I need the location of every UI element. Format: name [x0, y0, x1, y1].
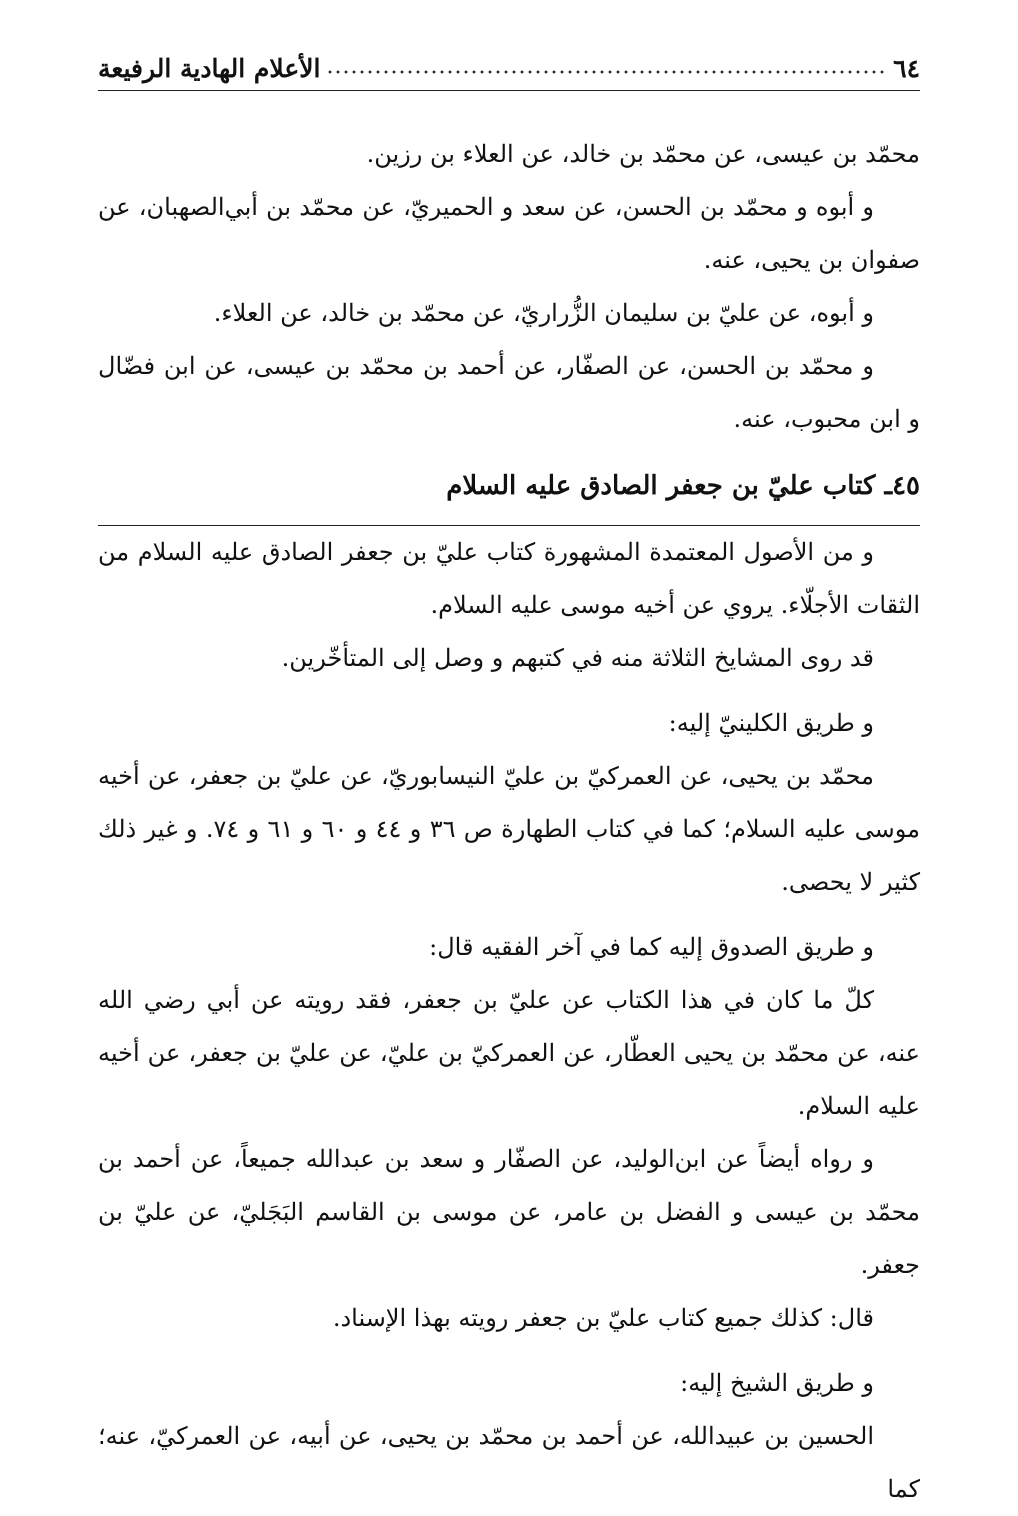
paragraph: كلّ ما كان في هذا الكتاب عن عليّ بن جعفر، فقد رويته عن أبي رضي الله عنه، عن محمّد بن يحيى العطّار، عن العمركيّ بن عليّ، عن عليّ بن جعفر، عن أخيه عليه السلام. — [98, 986, 920, 1120]
page-number: ٦٤ — [893, 53, 920, 83]
paragraph: محمّد بن يحيى، عن العمركيّ بن عليّ النيسابوريّ، عن عليّ بن جعفر، عن أخيه موسى عليه السلام؛ كما في كتاب الطهارة ص ٣٦ و ٤٤ و ٦٠ و ٦١ و ٧٤. و غير ذلك كثير لا يحصى. — [98, 762, 920, 896]
book-title: الأعلام الهادية الرفيعة — [98, 53, 321, 83]
running-header — [98, 50, 920, 86]
paragraph: و طريق الصدوق إليه كما في آخر الفقيه قال: — [429, 933, 874, 961]
paragraph: و من الأصول المعتمدة المشهورة كتاب عليّ بن جعفر الصادق عليه السلام من الثقات الأجلّاء. يروي عن أخيه موسى عليه السلام. — [98, 538, 920, 619]
header-rule — [98, 90, 920, 91]
paragraph: و أبوه، عن عليّ بن سليمان الزُّراريّ، عن محمّد بن خالد، عن العلاء. — [213, 299, 874, 327]
paragraph: و طريق الشيخ إليه: — [680, 1369, 874, 1397]
paragraph: و أبوه و محمّد بن الحسن، عن سعد و الحميريّ، عن محمّد بن أبي‌الصهبان، عن صفوان بن يحيى، عنه. — [98, 193, 920, 274]
paragraph: قال: كذلك جميع كتاب عليّ بن جعفر رويته بهذا الإسناد. — [332, 1304, 874, 1332]
paragraph: محمّد بن عيسى، عن محمّد بن خالد، عن العلاء بن رزين. — [366, 140, 920, 168]
paragraph: و طريق الكلينيّ إليه: — [668, 709, 874, 737]
dot-leader — [326, 56, 887, 80]
section-heading: ٤٥ـ كتاب عليّ بن جعفر الصادق عليه السلام — [446, 471, 920, 501]
paragraph: الحسين بن عبيدالله، عن أحمد بن محمّد بن يحيى، عن أبيه، عن العمركيّ، عنه؛ كما — [98, 1422, 920, 1503]
paragraph: و رواه أيضاً عن ابن‌الوليد، عن الصفّار و سعد بن عبدالله جميعاً، عن أحمد بن محمّد بن عيسى و الفضل بن عامر، عن موسى بن القاسم البَجَليّ، عن عليّ بن جعفر. — [98, 1145, 920, 1279]
paragraph: و محمّد بن الحسن، عن الصفّار، عن أحمد بن محمّد بن عيسى، عن ابن فضّال و ابن محبوب، عنه. — [98, 352, 920, 433]
paragraph: قد روى المشايخ الثلاثة منه في كتبهم و وصل إلى المتأخّرين. — [281, 644, 874, 672]
page-body — [98, 128, 920, 1516]
